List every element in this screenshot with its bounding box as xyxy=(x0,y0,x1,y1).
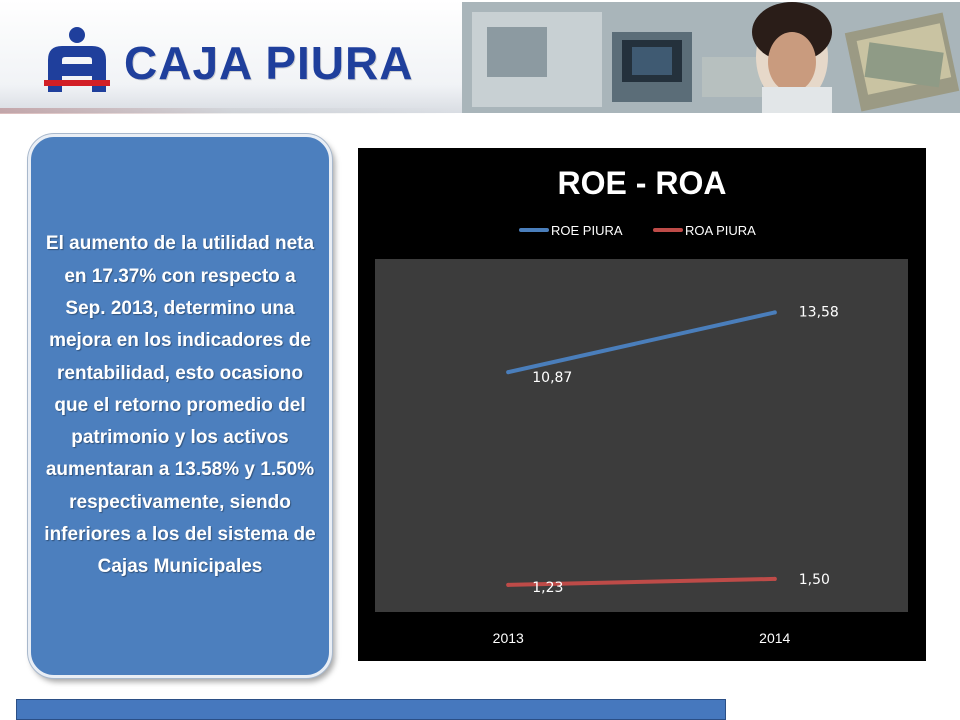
header-banner xyxy=(0,0,960,113)
data-point-0-0 xyxy=(506,370,510,374)
caja-piura-logo xyxy=(40,26,420,96)
summary-panel xyxy=(28,134,332,678)
x-tick-label-1: 2014 xyxy=(759,630,791,646)
data-label-0-1: 13,58 xyxy=(798,304,839,321)
caja-piura-logo-icon xyxy=(40,26,114,96)
summary-text: El aumento de la utilidad neta en 17.37% con respecto a Sep. 2013, determino una mejora en los indicadores de rentabilidad, esto ocasiono que el retorno promedio del patrimonio y los activos aumentaran a 13.58% y 1.50% respectivamente, siendo inferiores a los del sistema de Cajas Municipales xyxy=(44,233,316,578)
chart-canvas xyxy=(358,148,926,661)
x-tick-label-0: 2013 xyxy=(492,630,524,646)
header-divider xyxy=(0,108,460,114)
legend-label-1: ROA PIURA xyxy=(685,223,756,238)
data-label-1-0: 1,23 xyxy=(532,579,564,596)
data-point-1-1 xyxy=(773,577,777,581)
data-point-0-1 xyxy=(773,310,777,314)
logo-text: CAJA PIURA xyxy=(124,37,414,89)
legend-label-0: ROE PIURA xyxy=(551,223,623,238)
chart-title: ROE - ROA xyxy=(557,165,727,201)
data-label-0-0: 10,87 xyxy=(532,370,573,387)
footer-bar xyxy=(16,699,726,720)
chart-legend xyxy=(521,223,756,238)
data-label-1-1: 1,50 xyxy=(798,571,830,588)
roe-roa-chart xyxy=(358,148,926,661)
banner-photo xyxy=(462,2,960,113)
data-point-1-0 xyxy=(506,583,510,587)
x-axis xyxy=(493,630,791,646)
